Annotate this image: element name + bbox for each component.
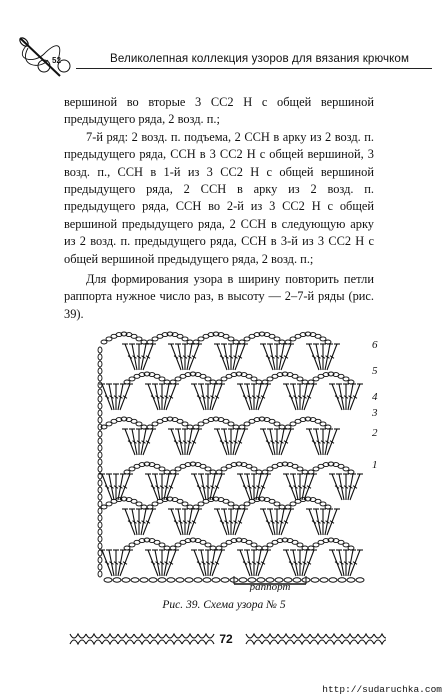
crochet-chart xyxy=(94,330,394,592)
paragraph: вершиной во вторые 3 СС2 Н с общей вершиной предыдущего ряда, 2 возд. п.; xyxy=(64,95,374,127)
paragraph: 7-й ряд: 2 возд. п. подъема, 2 ССН в арку из 2 возд. п. предыдущего ряда, ССН в 3 СС2 Н с общей вершиной, 3 возд. п., ССН в 1-й из 3 СС2 Н с общей вершиной предыдущего ряда, 2 ССН в арку из 2 возд. п. предыдущего ряда, ССН во 2-й из 3 СС2 Н с общей вершиной предыдущего ряда, 2 ССН в следующую арку из 2 возд. п. предыдущего ряда, ССН в 3-й из 3 СС2 Н с общей вершиной предыдущего ряда, 2 возд. п.; xyxy=(64,129,374,266)
rownum-5: 5 xyxy=(372,365,378,377)
header-rule xyxy=(76,68,432,69)
page-header xyxy=(14,30,434,90)
page-footer xyxy=(66,628,386,650)
rownum-4: 4 xyxy=(372,391,378,403)
header-title: Великолепная коллекция узоров для вязания крючком xyxy=(110,52,410,65)
paragraph: Для формирования узора в ширину повторить петли раппорта нужное число раз, в высоту — 2–7-й ряды (рис. 39). xyxy=(64,272,374,321)
crochet-chart-diagram xyxy=(94,330,394,592)
page-number: 72 xyxy=(219,632,233,646)
needle-thread-icon xyxy=(14,30,74,90)
body-text xyxy=(64,94,374,323)
rownum-1: 1 xyxy=(372,459,378,471)
rownum-6: 6 xyxy=(372,339,378,351)
source-url: http://sudaruchka.com xyxy=(322,684,442,695)
rownum-3: 3 xyxy=(372,407,378,419)
side-page-number: 52 xyxy=(52,56,61,65)
figure-caption: Рис. 39. Схема узора № 5 xyxy=(162,599,286,611)
rownum-2: 2 xyxy=(372,427,378,439)
repeat-label: раппорт xyxy=(249,581,291,592)
